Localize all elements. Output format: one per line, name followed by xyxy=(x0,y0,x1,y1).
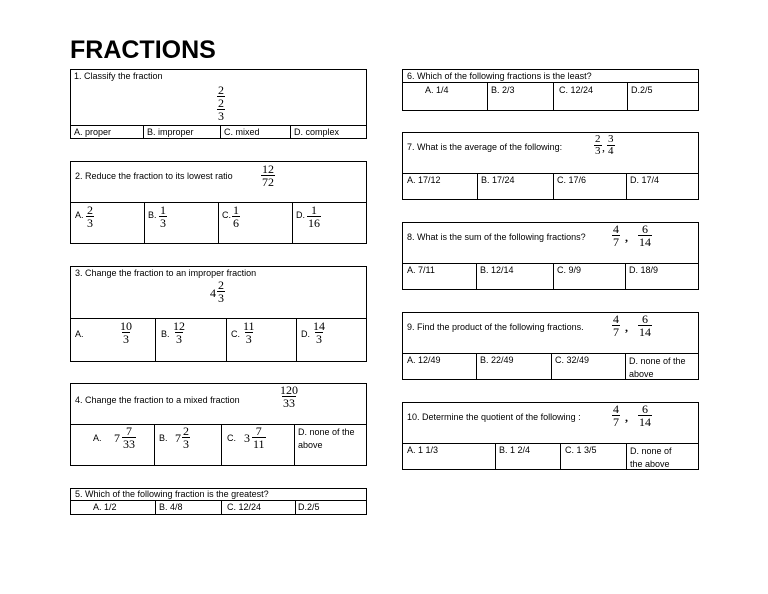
q4-option-b-whole[interactable]: 7 xyxy=(175,431,181,445)
q5-option-c[interactable]: C. 12/24 xyxy=(227,502,262,512)
q10-prompt: 10. Determine the quotient of the following : xyxy=(407,412,581,422)
q9-fraction-2: $\frac{6}{14}$ xyxy=(639,312,651,339)
q4-option-d-line1: D. none of the xyxy=(298,427,355,437)
q3-fraction: $\frac{2}{3}$ xyxy=(218,278,224,305)
q8-fraction-1: $\frac{4}{7}$ xyxy=(613,222,619,249)
q9-prompt: 9. Find the product of the following fractions. xyxy=(407,322,584,332)
q4-option-d-line2: above xyxy=(298,440,323,450)
q1-option-a[interactable]: A. proper xyxy=(74,127,112,137)
q2-fraction: $\frac{12}{72}$ xyxy=(262,162,274,189)
q8-separator: , xyxy=(625,230,628,244)
q1-prompt: 1. Classify the fraction xyxy=(74,71,163,81)
q3-option-a-fraction[interactable]: $\frac{10}{3}$ xyxy=(120,319,132,346)
q4-option-b-label[interactable]: B. xyxy=(159,433,168,443)
q4-option-c-fraction[interactable]: $\frac{7}{11}$ xyxy=(253,424,265,451)
q7-prompt: 7. What is the average of the following: xyxy=(407,142,563,152)
q2-option-a-fraction[interactable]: $\frac{2}{3}$ xyxy=(87,203,93,230)
q3-option-d-label[interactable]: D. xyxy=(301,329,310,339)
q8-fraction-2: $\frac{6}{14}$ xyxy=(639,222,651,249)
q1-option-c[interactable]: C. mixed xyxy=(224,127,260,137)
q5-option-a[interactable]: A. 1/2 xyxy=(93,502,117,512)
q6-option-c[interactable]: C. 12/24 xyxy=(559,85,594,95)
q10-option-d[interactable] xyxy=(630,445,672,471)
q3-prompt: 3. Change the fraction to an improper fraction xyxy=(75,268,257,278)
q9-option-d-line1: D. none of the xyxy=(629,356,686,366)
q3-option-b-label[interactable]: B. xyxy=(161,329,170,339)
q1-fraction: 2 2 3 xyxy=(218,83,224,123)
q4-option-b-fraction[interactable]: $\frac{2}{3}$ xyxy=(183,424,189,451)
q2-option-b-fraction[interactable]: $\frac{1}{3}$ xyxy=(160,203,166,230)
q7-separator: , xyxy=(602,140,605,154)
q9-option-c[interactable]: C. 32/49 xyxy=(555,355,590,365)
q3-option-b-fraction[interactable]: $\frac{12}{3}$ xyxy=(173,319,185,346)
q10-option-b[interactable]: B. 1 2/4 xyxy=(499,445,531,455)
q8-option-c[interactable]: C. 9/9 xyxy=(557,265,582,275)
q10-option-d-line2: the above xyxy=(630,459,670,469)
q9-option-a[interactable]: A. 12/49 xyxy=(407,355,441,365)
q10-option-c[interactable]: C. 1 3/5 xyxy=(565,445,597,455)
q6-prompt: 6. Which of the following fractions is the least? xyxy=(407,71,592,81)
q5-option-d[interactable]: D.2/5 xyxy=(298,502,320,512)
q4-option-d[interactable] xyxy=(298,426,355,452)
q8-option-d[interactable]: D. 18/9 xyxy=(629,265,659,275)
q4-option-a-label[interactable]: A. xyxy=(93,433,102,443)
q2-option-c-label[interactable]: C. xyxy=(222,210,231,220)
q2-option-c-fraction[interactable]: $\frac{1}{6}$ xyxy=(233,203,239,230)
q4-option-c-label[interactable]: C. xyxy=(227,433,236,443)
q9-fraction-1: $\frac{4}{7}$ xyxy=(613,312,619,339)
q10-fraction-1: $\frac{4}{7}$ xyxy=(613,402,619,429)
q8-option-b[interactable]: B. 12/14 xyxy=(480,265,514,275)
q7-fraction-2: $\frac{3}{4}$ xyxy=(608,133,614,157)
q3-option-c-label[interactable]: C. xyxy=(231,329,240,339)
q7-option-a[interactable]: A. 17/12 xyxy=(407,175,441,185)
q9-option-d-line2: above xyxy=(629,369,654,379)
q3-option-a-label[interactable]: A. xyxy=(75,329,84,339)
q6-option-a[interactable]: A. 1/4 xyxy=(425,85,449,95)
q9-option-d[interactable] xyxy=(629,355,686,381)
q10-option-a[interactable]: A. 1 1/3 xyxy=(407,445,439,455)
q3-option-c-fraction[interactable]: $\frac{11}{3}$ xyxy=(243,319,255,346)
q6-option-d[interactable]: D.2/5 xyxy=(631,85,653,95)
q5-prompt: 5. Which of the following fraction is the greatest? xyxy=(75,489,269,499)
q2-option-d-fraction[interactable]: $\frac{1}{16}$ xyxy=(308,203,320,230)
q7-option-b[interactable]: B. 17/24 xyxy=(481,175,515,185)
q2-option-b-label[interactable]: B. xyxy=(148,210,157,220)
q9-separator: , xyxy=(625,320,628,334)
q6-option-b[interactable]: B. 2/3 xyxy=(491,85,515,95)
q8-prompt: 8. What is the sum of the following fractions? xyxy=(407,232,586,242)
q2-option-d-label[interactable]: D. xyxy=(296,210,305,220)
q7-option-d[interactable]: D. 17/4 xyxy=(630,175,660,185)
q7-fraction-1: $\frac{2}{3}$ xyxy=(595,133,601,157)
q10-option-d-line1: D. none of xyxy=(630,446,672,456)
q5-option-b[interactable]: B. 4/8 xyxy=(159,502,183,512)
q8-option-a[interactable]: A. 7/11 xyxy=(407,265,435,275)
q3-option-d-fraction[interactable]: $\frac{14}{3}$ xyxy=(313,319,325,346)
q7-option-c[interactable]: C. 17/6 xyxy=(557,175,587,185)
q4-option-a-fraction[interactable]: $\frac{7}{33}$ xyxy=(123,424,135,451)
q1-option-d[interactable]: D. complex xyxy=(294,127,340,137)
q9-option-b[interactable]: B. 22/49 xyxy=(480,355,514,365)
page-title: FRACTIONS xyxy=(70,36,216,64)
q4-fraction: $\frac{120}{33}$ xyxy=(280,383,298,410)
q4-prompt: 4. Change the fraction to a mixed fraction xyxy=(75,395,240,405)
q10-fraction-2: $\frac{6}{14}$ xyxy=(639,402,651,429)
q4-option-a-whole[interactable]: 7 xyxy=(114,431,120,445)
q4-option-c-whole[interactable]: 3 xyxy=(244,431,250,445)
q2-prompt: 2. Reduce the fraction to its lowest ratio xyxy=(75,171,233,181)
q2-option-a-label[interactable]: A. xyxy=(75,210,84,220)
q10-separator: , xyxy=(625,410,628,424)
q1-option-b[interactable]: B. improper xyxy=(147,127,194,137)
q3-whole: 4 xyxy=(210,286,216,300)
